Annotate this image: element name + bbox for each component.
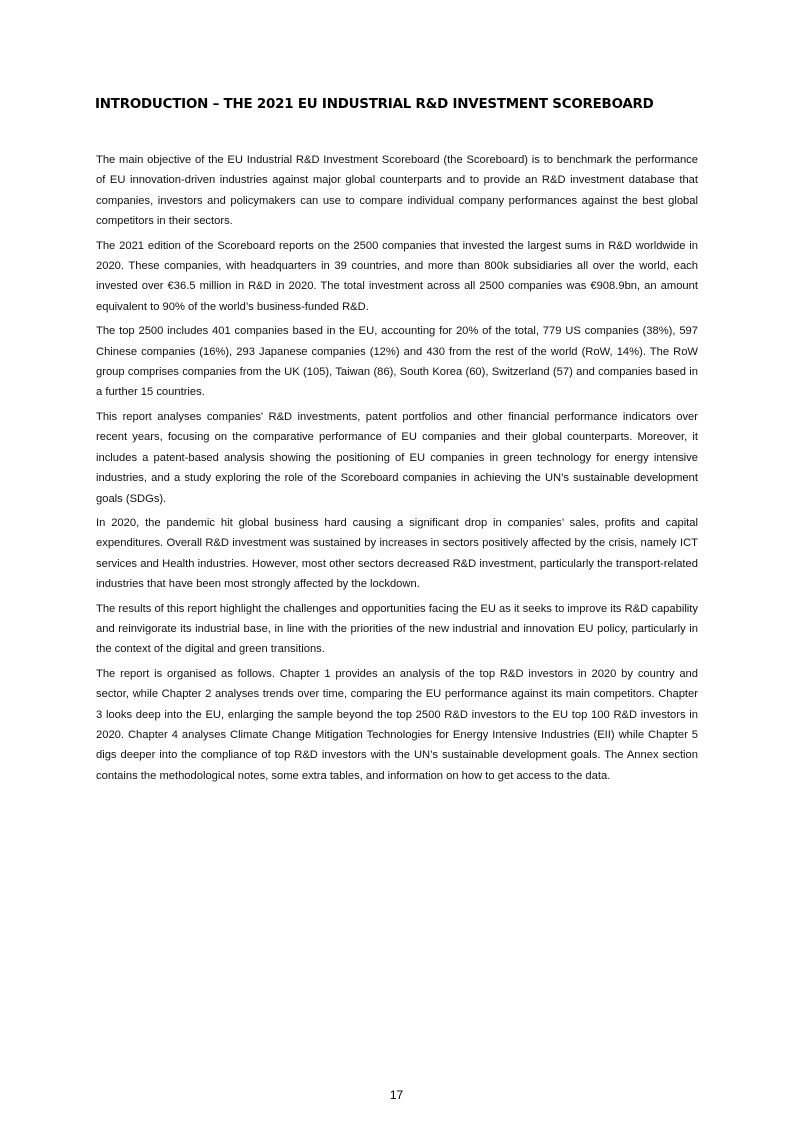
body-text [96,150,698,790]
paragraph-top-2500-breakdown: The top 2500 includes 401 companies based in the EU, accounting for 20% of the total, 779 US companies (38%), 597 Chinese companies (16%), 293 Japanese companies (12%) and 430 from the rest of the world (RoW, 14%). The RoW group comprises companies from the UK (105), Taiwan (86), South Korea (60), Switzerland (57) and companies based in a further 15 countries. [96,325,698,399]
page-number: 17 [389,1088,404,1102]
paragraph-2021-edition: The 2021 edition of the Scoreboard reports on the 2500 companies that invested the largest sums in R&D worldwide in 2020. These companies, with headquarters in 39 countries, and more than 800k subsidiaries all over the world, each invested over €36.5 million in R&D in 2020. The total investment across all 2500 companies was €908.9bn, an amount equivalent to 90% of the world’s business-funded R&D. [96,239,698,313]
paragraph-report-scope: This report analyses companies' R&D investments, patent portfolios and other financial performance indicators over recent years, focusing on the comparative performance of EU companies and their global counterparts. Moreover, it includes a patent-based analysis showing the positioning of EU companies in green technology for energy intensive industries, and a study exploring the role of the Scoreboard companies in achieving the UN’s sustainable development goals (SDGs). [96,410,698,505]
paragraph-pandemic-impact: In 2020, the pandemic hit global business hard causing a significant drop in companies’ sales, profits and capital expenditures. Overall R&D investment was sustained by increases in sectors positively affected by the crisis, namely ICT services and Health industries. However, most other sectors decreased R&D investment, particularly the transport-related industries that have been most strongly affected by the lockdown. [96,516,698,591]
page-title: INTRODUCTION – THE 2021 EU INDUSTRIAL R&D INVESTMENT SCOREBOARD [95,97,654,112]
paragraph-results: The results of this report highlight the challenges and opportunities facing the EU as it seeks to improve its R&D capability and reinvigorate its industrial base, in line with the priorities of the new industrial and innovation EU policy, particularly in the context of the digital and green transitions. [96,602,698,656]
paragraph-report-structure: The report is organised as follows. Chapter 1 provides an analysis of the top R&D investors in 2020 by country and sector, while Chapter 2 analyses trends over time, comparing the EU performance against its main competitors. Chapter 3 looks deep into the EU, enlarging the sample beyond the top 2500 R&D investors to the EU top 100 R&D investors in 2020. Chapter 4 analyses Climate Change Mitigation Technologies for Energy Intensive Industries (EII) while Chapter 5 digs deeper into the compliance of top R&D investors with the UN’s sustainable development goals. The Annex section contains the methodological notes, some extra tables, and information on how to get access to the data. [96,667,698,782]
paragraph-objective: The main objective of the EU Industrial R&D Investment Scoreboard (the Scoreboard) is to benchmark the performance of EU innovation-driven industries against major global counterparts and to provide an R&D investment database that companies, investors and policymakers can use to compare individual company performances against the best global competitors in their sectors. [96,154,698,228]
